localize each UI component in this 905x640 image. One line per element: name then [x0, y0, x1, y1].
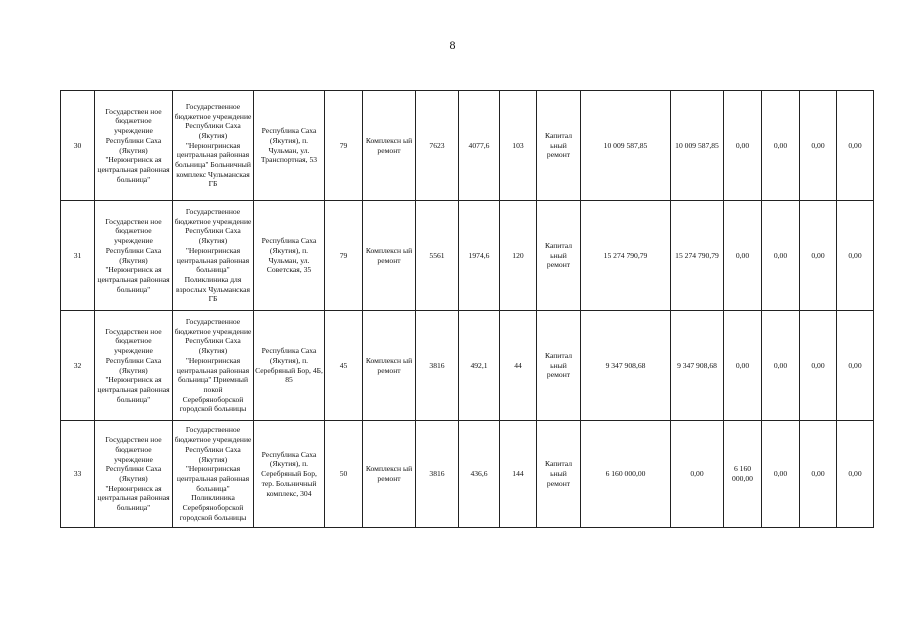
value-cell: 492,1 [459, 311, 500, 421]
value-cell: 3816 [416, 421, 459, 528]
repair-type-cell: Капитал ьный ремонт [537, 421, 581, 528]
value-cell: 436,6 [459, 421, 500, 528]
work-type-cell: Комплексн ый ремонт [363, 311, 416, 421]
amount-cell: 0,00 [800, 91, 837, 201]
repair-type-cell: Капитал ьный ремонт [537, 201, 581, 311]
value-cell: 7623 [416, 91, 459, 201]
amount-cell: 0,00 [837, 91, 874, 201]
value-cell: 144 [500, 421, 537, 528]
owner-cell: Государствен ное бюджетное учреждение Республики Саха (Якутия) "Нерюнгринск ая центральная районная больница" [95, 421, 173, 528]
table-row [61, 311, 874, 421]
value-cell: 44 [500, 311, 537, 421]
object-cell: Государственное бюджетное учреждение Республики Саха (Якутия) "Нерюнгринская центральная районная больница" Больничный комплекс Чульманская ГБ [173, 91, 254, 201]
table-row [61, 421, 874, 528]
address-cell: Республика Саха (Якутия), п. Чульман, ул. Советская, 35 [254, 201, 325, 311]
value-cell: 103 [500, 91, 537, 201]
value-cell: 1974,6 [459, 201, 500, 311]
value-cell: 4077,6 [459, 91, 500, 201]
amount-cell: 0,00 [800, 421, 837, 528]
table-row [61, 201, 874, 311]
amount-cell: 0,00 [837, 311, 874, 421]
amount-cell: 0,00 [837, 201, 874, 311]
amount-cell: 10 009 587,85 [671, 91, 724, 201]
page-number: 8 [449, 38, 456, 52]
address-cell: Республика Саха (Якутия), п. Серебряный Бор, тер. Больничный комплекс, 304 [254, 421, 325, 528]
total-cost-cell: 10 009 587,85 [581, 91, 671, 201]
value-cell: 79 [325, 201, 363, 311]
total-cost-cell: 15 274 790,79 [581, 201, 671, 311]
work-type-cell: Комплексн ый ремонт [363, 421, 416, 528]
row-number: 31 [61, 201, 95, 311]
total-cost-cell: 6 160 000,00 [581, 421, 671, 528]
amount-cell: 0,00 [671, 421, 724, 528]
repair-type-cell: Капитал ьный ремонт [537, 311, 581, 421]
row-number: 32 [61, 311, 95, 421]
amount-cell: 0,00 [800, 201, 837, 311]
amount-cell: 0,00 [724, 91, 762, 201]
owner-cell: Государствен ное бюджетное учреждение Республики Саха (Якутия) "Нерюнгринск ая центральная районная больница" [95, 311, 173, 421]
object-cell: Государственное бюджетное учреждение Республики Саха (Якутия) "Нерюнгринская центральная районная больница" Поликлиника для взрослых Чульманская ГБ [173, 201, 254, 311]
amount-cell: 0,00 [724, 311, 762, 421]
value-cell: 45 [325, 311, 363, 421]
amount-cell: 6 160 000,00 [724, 421, 762, 528]
repair-type-cell: Капитал ьный ремонт [537, 91, 581, 201]
amount-cell: 0,00 [724, 201, 762, 311]
total-cost-cell: 9 347 908,68 [581, 311, 671, 421]
amount-cell: 0,00 [837, 421, 874, 528]
value-cell: 120 [500, 201, 537, 311]
value-cell: 3816 [416, 311, 459, 421]
object-cell: Государственное бюджетное учреждение Республики Саха (Якутия) "Нерюнгринская центральная районная больница" Приемный покой Серебряноборской городской больницы [173, 311, 254, 421]
object-cell: Государственное бюджетное учреждение Республики Саха (Якутия) "Нерюнгринская центральная районная больница" Поликлиника Серебряноборской городской больницы [173, 421, 254, 528]
repair-table [60, 90, 874, 528]
amount-cell: 0,00 [762, 91, 800, 201]
owner-cell: Государствен ное бюджетное учреждение Республики Саха (Якутия) "Нерюнгринск ая центральная районная больница" [95, 201, 173, 311]
amount-cell: 9 347 908,68 [671, 311, 724, 421]
amount-cell: 0,00 [762, 421, 800, 528]
work-type-cell: Комплексн ый ремонт [363, 91, 416, 201]
row-number: 30 [61, 91, 95, 201]
address-cell: Республика Саха (Якутия), п. Серебряный Бор, 4Б, 85 [254, 311, 325, 421]
value-cell: 50 [325, 421, 363, 528]
address-cell: Республика Саха (Якутия), п. Чульман, ул. Транспортная, 53 [254, 91, 325, 201]
table-row [61, 91, 874, 201]
value-cell: 79 [325, 91, 363, 201]
amount-cell: 0,00 [762, 201, 800, 311]
owner-cell: Государствен ное бюджетное учреждение Республики Саха (Якутия) "Нерюнгринск ая центральная районная больница" [95, 91, 173, 201]
value-cell: 5561 [416, 201, 459, 311]
amount-cell: 15 274 790,79 [671, 201, 724, 311]
row-number: 33 [61, 421, 95, 528]
work-type-cell: Комплексн ый ремонт [363, 201, 416, 311]
amount-cell: 0,00 [762, 311, 800, 421]
amount-cell: 0,00 [800, 311, 837, 421]
